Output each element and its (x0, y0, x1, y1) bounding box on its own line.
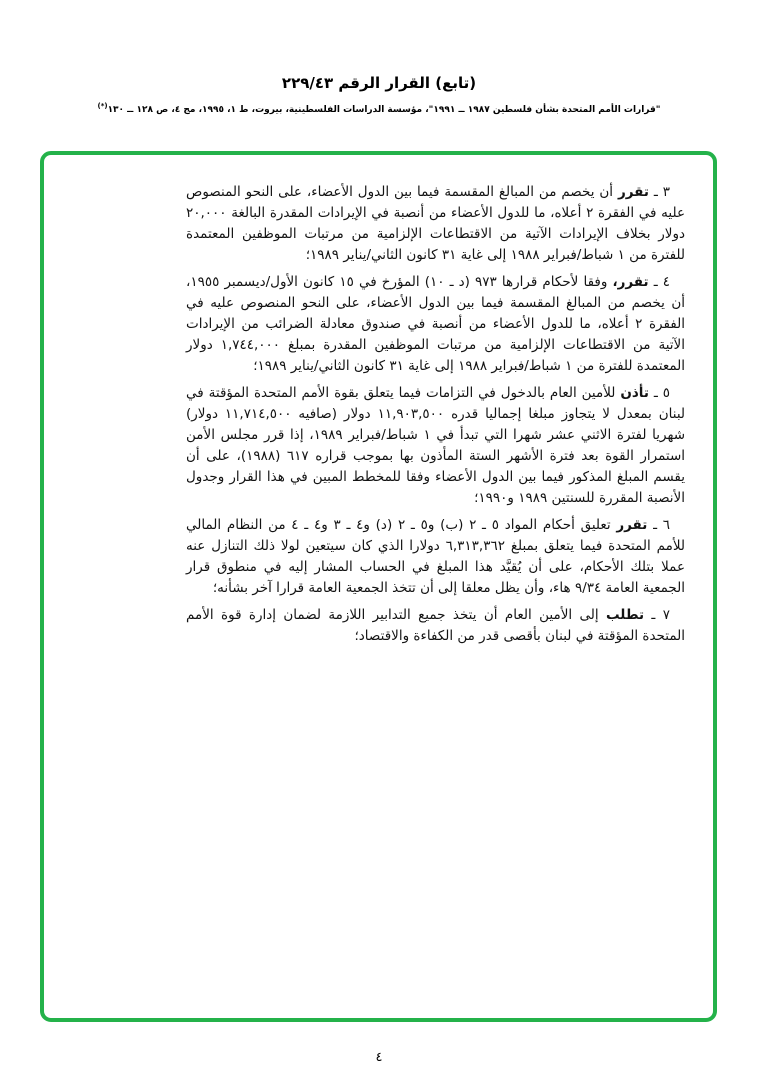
resolution-paragraph-7 (186, 605, 685, 647)
footnote-mark: (*) (97, 102, 108, 110)
paragraph-number: ٦ ـ (653, 517, 671, 533)
paragraph-number: ٥ ـ (653, 385, 671, 401)
paragraph-text: أن يخصم من المبالغ المقسمة فيما بين الدول الأعضاء، على النحو المنصوص عليه في الفقرة ٢ أعلاه، ما للدول الأعضاء من أنصبة في الإيرادات المقدرة البالغة ٢٠,٠٠٠ دولار بخلاف الإيرادات الآتية من الاقتطاعات الإلزامية من مرتبات الموظفين المعتمدة للفترة من ١ شباط/فبراير ١٩٨٨ إلى غاية ٣١ كانون الثاني/يناير ١٩٨٩؛ (186, 184, 685, 263)
resolution-paragraph-6 (186, 515, 685, 599)
paragraph-keyword: تأذن (620, 385, 649, 401)
source-citation-text: "قرارات الأمم المتحدة بشأن فلسطين ١٩٨٧ ــ ١٩٩١"، مؤسسة الدراسات الفلسطينية، بيروت، ط ١، ١٩٩٥، مج ٤، ص ١٢٨ ــ ١٣٠ (107, 105, 661, 115)
paragraph-number: ٤ ـ (653, 274, 671, 290)
paragraph-text: تعليق أحكام المواد ٥ ـ ٢ (ب) و٥ ـ ٢ (د) و٤ ـ ٣ و٤ ـ ٤ من النظام المالي للأمم المتحدة فيما يتعلق بمبلغ ٦,٣١٣,٣٦٢ دولارا الذي كان سيتعين لولا ذلك التنازل عنه عملا بتلك الأحكام، على أن يُقيَّد هذا المبلغ في الحساب المشار إليه في منطوق قرار الجمعية العامة ٩/٣٤ هاء، وأن يظل معلقا إلى أن تتخذ الجمعية العامة قرارا آخر بشأنه؛ (186, 517, 686, 596)
paragraph-keyword: تقرر (616, 517, 648, 533)
paragraph-text: إلى الأمين العام أن يتخذ جميع التدابير اللازمة لضمان إدارة قوة الأمم المتحدة المؤقتة في لبنان بأقصى قدر من الكفاءة والاقتصاد؛ (186, 607, 685, 644)
resolution-body (44, 155, 713, 1018)
resolution-paragraph-4 (186, 272, 685, 377)
source-citation-line (0, 102, 758, 115)
paragraph-text: وفقا لأحكام قرارها ٩٧٣ (د ـ ١٠) المؤرخ في ١٥ كانون الأول/ديسمبر ١٩٥٥، أن يخصم من المبالغ المقسمة فيما بين الدول الأعضاء، على النحو المنصوص عليه في الفقرة ٢ أعلاه، ما للدول الأعضاء من أنصبة في صندوق معادلة الضرائب من الإيرادات الآتية من الاقتطاعات الإلزامية من مرتبات الموظفين المقدرة بمبلغ ١,٧٤٤,٠٠٠ دولار المعتمدة للفترة من ١ شباط/فبراير ١٩٨٨ إلى غاية ٣١ كانون الثاني/يناير ١٩٨٩؛ (186, 274, 685, 374)
resolution-paragraph-3 (186, 182, 685, 266)
page-number: ٤ (375, 1050, 383, 1065)
paragraph-keyword: تقرر، (612, 274, 649, 290)
paragraph-keyword: تطلب (606, 607, 645, 623)
resolution-title: (تابع) القرار الرقم ٢٢٩/٤٣ (281, 74, 477, 92)
paragraph-keyword: تقرر (618, 184, 649, 200)
paragraph-number: ٣ ـ (653, 184, 671, 200)
highlight-border-box (40, 151, 717, 1022)
resolution-paragraph-5 (186, 383, 685, 509)
paragraph-text: للأمين العام بالدخول في التزامات فيما يتعلق بقوة الأمم المتحدة المؤقتة في لبنان بمعدل لا يتجاوز مبلغا إجماليا قدره ١١,٩٠٣,٥٠٠ دولار (صافيه ١١,٧١٤,٥٠٠ دولار) شهريا لفترة الاثني عشر شهرا التي تبدأ في ١ شباط/فبراير ١٩٨٩، إذا قرر مجلس الأمن استمرار القوة بعد فترة الأشهر الستة المأذون بها بموجب قراره ٦١٧ (١٩٨٨)، على أن يقسم المبلغ المذكور فيما بين الدول الأعضاء وفقا للمخطط المبين في هذا القرار وجدول الأنصبة المقررة للسنتين ١٩٨٩ و١٩٩٠؛ (186, 385, 686, 506)
paragraph-number: ٧ ـ (651, 607, 671, 623)
